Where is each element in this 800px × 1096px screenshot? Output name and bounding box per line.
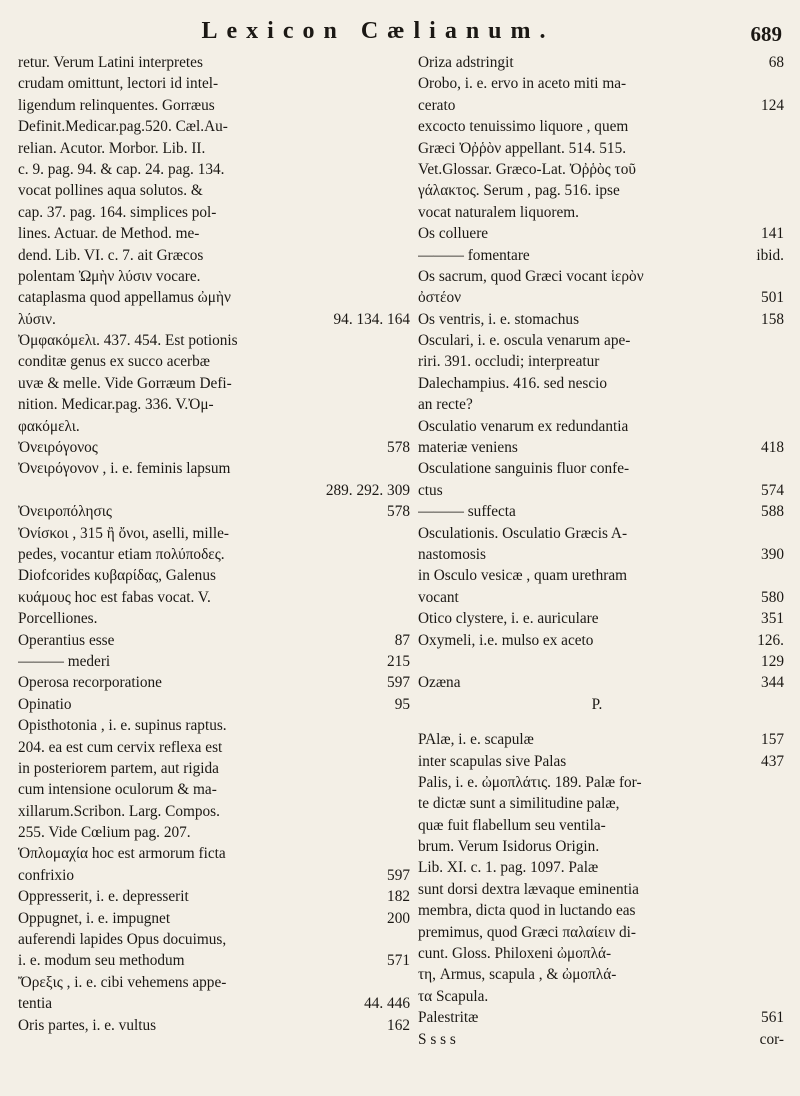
entry-text: τη, Armus, scapula , & ὠμοπλά-: [418, 966, 617, 984]
index-line: [418, 523, 784, 544]
running-title: Lexicon Cælianum.: [201, 18, 555, 44]
entry-text: Osculatio venarum ex redundantia: [418, 417, 629, 435]
entry-text: excocto tenuissimo liquore , quem: [418, 118, 629, 136]
page-reference: [776, 138, 784, 159]
entry-text: te dictæ sunt a similitudine palæ,: [418, 795, 620, 813]
entry-text: Os colluere: [418, 225, 489, 243]
index-line: [418, 95, 784, 116]
page-reference: [402, 52, 410, 73]
page-reference: 94. 134. 164: [333, 310, 410, 328]
index-line: [418, 223, 784, 244]
page-reference: [402, 929, 410, 950]
entry-text: membra, dicta quod in luctando eas: [418, 902, 636, 920]
entry-text: inter scapulas sive Palas: [418, 752, 567, 770]
entry-text: Porcelliones.: [18, 610, 98, 628]
page-reference: [776, 793, 784, 814]
page-reference: [776, 565, 784, 586]
entry-text: an recte?: [418, 396, 473, 414]
index-line: [418, 857, 784, 878]
index-line: [418, 394, 784, 415]
index-line: [18, 523, 410, 544]
entry-text: Osculationis. Osculatio Græcis A-: [418, 524, 628, 542]
index-line: [18, 95, 410, 116]
entry-text: Oriza adstringit: [418, 54, 514, 71]
entry-text: [418, 651, 753, 672]
entry-text: 204. ea est cum cervix reflexa est: [18, 738, 223, 756]
index-line: [418, 565, 784, 586]
index-line: [18, 972, 410, 993]
entry-text: [418, 715, 776, 729]
page-reference: 68: [768, 54, 784, 71]
index-line: [418, 544, 784, 565]
index-line: [18, 480, 410, 501]
page-reference: [402, 587, 410, 608]
page-reference: [402, 737, 410, 758]
page-reference: 158: [761, 310, 784, 328]
page-reference: [402, 523, 410, 544]
entry-text: materiæ veniens: [418, 439, 518, 457]
page-reference: 597: [387, 674, 410, 692]
page-reference: [776, 900, 784, 921]
page-reference: 95: [394, 695, 410, 713]
index-line: [418, 138, 784, 159]
index-line: [18, 630, 410, 651]
page-reference: [402, 544, 410, 565]
page-reference: 561: [761, 1009, 784, 1027]
index-line: [18, 394, 410, 415]
page-reference: 574: [761, 481, 784, 499]
entry-text: Palis, i. e. ὠμοπλάτις. 189. Palæ for-: [418, 773, 642, 791]
index-line: [18, 138, 410, 159]
entry-text: cerato: [418, 96, 456, 114]
entry-text: Oxymeli, i.e. mulso ex aceto: [418, 631, 594, 649]
index-line: [418, 202, 784, 223]
entry-text: cap. 37. pag. 164. simplices pol-: [18, 203, 217, 221]
page-reference: [776, 351, 784, 372]
index-line: [18, 266, 410, 287]
page-reference: [402, 458, 410, 479]
page-reference: [402, 758, 410, 779]
index-line: [418, 651, 784, 672]
entry-text: Ὀνειρόγονον , i. e. feminis lapsum: [18, 460, 231, 478]
index-line: [418, 373, 784, 394]
entry-text: uvæ & melle. Vide Gorræum Defi-: [18, 374, 232, 392]
page-reference: 597: [387, 866, 410, 884]
entry-text: Oris partes, i. e. vultus: [18, 1016, 157, 1034]
entry-text: xillarum.Scribon. Larg. Compos.: [18, 802, 220, 820]
page-reference: 44. 446: [364, 995, 410, 1013]
page-reference: 571: [387, 952, 410, 970]
page-reference: [776, 922, 784, 943]
page-reference: [776, 458, 784, 479]
index-line: [18, 993, 410, 1014]
index-line: [18, 437, 410, 458]
entry-text: lines. Actuar. de Method. me-: [18, 225, 200, 243]
page-reference: [402, 287, 410, 308]
entry-text: κυάμους hoc est fabas vocat. V.: [18, 588, 211, 606]
entry-text: PAlæ, i. e. scapulæ: [418, 731, 534, 749]
index-line: [418, 729, 784, 750]
page-reference: 390: [761, 545, 784, 563]
index-line: [18, 929, 410, 950]
index-line: [18, 886, 410, 907]
entry-text: γάλακτος. Serum , pag. 516. ipse: [418, 182, 620, 200]
page-reference: [776, 879, 784, 900]
entry-text: Ὀνίσκοι , 315 ἢ ὄνοι, aselli, mille-: [18, 524, 230, 542]
page-header: [0, 18, 800, 52]
entry-text: Lib. XI. c. 1. pag. 1097. Palæ: [418, 859, 599, 877]
entry-text: dend. Lib. VI. c. 7. ait Græcos: [18, 246, 204, 264]
index-line: [418, 879, 784, 900]
entry-text: tentia: [18, 995, 52, 1013]
entry-text: in Osculo vesicæ , quam urethram: [418, 567, 628, 585]
entry-text: sunt dorsi dextra lævaque eminentia: [418, 880, 639, 898]
index-line: [18, 908, 410, 929]
index-line: [18, 694, 410, 715]
entry-text: Græci Ὀῤῥὸν appellant. 514. 515.: [418, 139, 627, 157]
index-line: [418, 116, 784, 137]
page-reference: [602, 694, 610, 715]
entry-text: ligendum relinquentes. Gorræus: [18, 96, 215, 114]
entry-text: Ὁπλομαχία hoc est armorum ficta: [18, 845, 226, 863]
page-reference: [776, 964, 784, 985]
index-line: [418, 587, 784, 608]
page-reference: [402, 822, 410, 843]
index-line: [18, 52, 410, 73]
page-reference: [402, 972, 410, 993]
page-reference: [776, 715, 784, 729]
index-line: [18, 73, 410, 94]
page-reference: 580: [761, 588, 784, 606]
index-line: [418, 608, 784, 629]
index-line: [18, 779, 410, 800]
index-line: [18, 843, 410, 864]
page-reference: [776, 266, 784, 287]
entry-text: Ozæna: [418, 674, 461, 692]
index-line: [418, 751, 784, 772]
index-line: [418, 715, 784, 729]
page-reference: [776, 330, 784, 351]
page-reference: [776, 523, 784, 544]
index-line: [418, 480, 784, 501]
entry-text: ctus: [418, 481, 443, 499]
entry-text: Opisthotonia , i. e. supinus raptus.: [18, 717, 227, 735]
right-column: [418, 52, 784, 1050]
page-reference: [776, 815, 784, 836]
index-line: [18, 544, 410, 565]
entry-text: ὀστέον: [418, 289, 462, 307]
entry-text: Os ventris, i. e. stomachus: [418, 310, 580, 328]
entry-text: ——— fomentare: [418, 246, 530, 264]
entry-text: crudam omittunt, lectori id intel-: [18, 75, 219, 93]
entry-text: polentam Ὠμὴν λύσιν vocare.: [18, 267, 201, 285]
page-reference: [402, 73, 410, 94]
index-line: [418, 52, 784, 73]
index-line: [18, 223, 410, 244]
index-line: [18, 116, 410, 137]
index-line: [18, 351, 410, 372]
index-line: [18, 608, 410, 629]
page-reference: [402, 223, 410, 244]
index-line: [418, 922, 784, 943]
page-reference: 289. 292. 309: [325, 481, 410, 499]
page-reference: [776, 180, 784, 201]
entry-text: Oppresserit, i. e. depresserit: [18, 888, 189, 906]
entry-text: Osculari, i. e. oscula venarum ape-: [418, 332, 631, 350]
index-line: [418, 330, 784, 351]
page-reference: [402, 245, 410, 266]
page-reference: [402, 416, 410, 437]
index-line: [418, 986, 784, 1007]
entry-text: vocat pollines aqua solutos. &: [18, 182, 203, 200]
entry-text: nition. Medicar.pag. 336. V.Ὀμ-: [18, 396, 214, 414]
index-line: [418, 159, 784, 180]
entry-text: S s s s: [418, 1030, 456, 1048]
page-reference: 578: [387, 503, 410, 521]
entry-text: ——— mederi: [18, 652, 111, 670]
page-reference: [402, 351, 410, 372]
entry-text: Oppugnet, i. e. impugnet: [18, 909, 171, 927]
entry-text: Ὀνειροπόλησις: [18, 503, 112, 521]
index-line: [18, 587, 410, 608]
page-reference: [776, 943, 784, 964]
index-line: [418, 180, 784, 201]
page-reference: [776, 116, 784, 137]
page-reference: 129: [761, 652, 784, 670]
entry-text: conditæ genus ex succo acerbæ: [18, 353, 211, 371]
page-reference: [402, 565, 410, 586]
entry-text: Operosa recorporatione: [18, 674, 162, 692]
entry-text: P.: [591, 695, 603, 713]
index-line: [18, 373, 410, 394]
page-reference: [776, 202, 784, 223]
index-line: [18, 950, 410, 971]
index-line: [18, 458, 410, 479]
entry-text: Osculatione sanguinis fluor confe-: [418, 460, 630, 478]
index-line: [418, 772, 784, 793]
index-line: [418, 245, 784, 266]
page-reference: 344: [761, 674, 784, 692]
entry-text: λύσιν.: [18, 310, 56, 328]
entry-text: φακόμελι.: [18, 417, 80, 435]
entry-text: Definit.Medicar.pag.520. Cæl.Au-: [18, 118, 228, 136]
entry-text: riri. 391. occludi; interpreatur: [418, 353, 600, 371]
index-line: [18, 651, 410, 672]
index-line: [418, 287, 784, 308]
index-line: [18, 159, 410, 180]
entry-text: confrixio: [18, 866, 75, 884]
page-reference: [402, 715, 410, 736]
index-line: [18, 715, 410, 736]
page-reference: [402, 138, 410, 159]
entry-text: premimus, quod Græci παλαίειν di-: [418, 923, 637, 941]
page-reference: [776, 159, 784, 180]
entry-text: vocant: [418, 588, 459, 606]
index-line: [418, 672, 784, 693]
index-line: [418, 943, 784, 964]
index-line: [418, 73, 784, 94]
entry-text: Opinatio: [18, 695, 72, 713]
index-line: [18, 672, 410, 693]
page-reference: 182: [387, 888, 410, 906]
index-line: [418, 964, 784, 985]
page-reference: [402, 843, 410, 864]
page-reference: 162: [387, 1016, 410, 1034]
entry-text: ——— suffecta: [418, 503, 516, 521]
page-number: 689: [750, 22, 782, 46]
index-line: [18, 180, 410, 201]
page-reference: [402, 266, 410, 287]
index-line: [18, 416, 410, 437]
index-line: [18, 309, 410, 330]
entry-text: in posteriorem partem, aut rigida: [18, 759, 219, 777]
page-reference: 588: [761, 503, 784, 521]
index-line: [18, 202, 410, 223]
index-line: [18, 501, 410, 522]
page-reference: [776, 73, 784, 94]
page-reference: cor-: [759, 1030, 784, 1048]
index-line: [18, 245, 410, 266]
page-reference: [776, 373, 784, 394]
page-reference: 157: [761, 731, 784, 749]
page-reference: 215: [387, 652, 410, 670]
page-reference: [402, 202, 410, 223]
index-line: [18, 287, 410, 308]
entry-text: retur. Verum Latini interpretes: [18, 54, 203, 71]
page-reference: [776, 772, 784, 793]
entry-text: Dalechampius. 416. sed nescio: [418, 374, 608, 392]
entry-text: Diofcorides κυβαρίδας, Galenus: [18, 567, 216, 585]
page-reference: [402, 159, 410, 180]
page-reference: 200: [387, 909, 410, 927]
index-line: [418, 815, 784, 836]
index-line: [418, 416, 784, 437]
page-reference: [402, 180, 410, 201]
page-reference: [402, 116, 410, 137]
index-line: [418, 351, 784, 372]
page-reference: ibid.: [756, 246, 784, 264]
entry-text: cum intensione oculorum & ma-: [18, 781, 217, 799]
page-reference: [402, 330, 410, 351]
page-reference: 124: [761, 96, 784, 114]
entry-text: pedes, vocantur etiam πολύποδες.: [18, 545, 225, 563]
entry-text: vocat naturalem liquorem.: [418, 203, 579, 221]
entry-text: Orobo, i. e. ervo in aceto miti ma-: [418, 75, 627, 93]
page-reference: [776, 836, 784, 857]
page-reference: [776, 857, 784, 878]
page-reference: [776, 416, 784, 437]
index-line: [18, 822, 410, 843]
index-line: [18, 737, 410, 758]
entry-text: τα Scapula.: [418, 987, 489, 1005]
entry-text: nastomosis: [418, 545, 486, 563]
index-line: [18, 865, 410, 886]
entry-text: Vet.Glossar. Græco-Lat. Ὀῤῥὸς τοῦ: [418, 160, 636, 178]
entry-text: i. e. modum seu methodum: [18, 952, 185, 970]
entry-text: Ὄρεξις , i. e. cibi vehemens appe-: [18, 973, 227, 991]
entry-text: cataplasma quod appellamus ὠμὴν: [18, 289, 231, 307]
page-reference: 126.: [757, 631, 784, 649]
index-line: [18, 1015, 410, 1036]
index-line: [418, 266, 784, 287]
index-line: [18, 758, 410, 779]
page-reference: [402, 779, 410, 800]
left-column: [18, 52, 410, 1036]
entry-text: Ὀμφακόμελι. 437. 454. Est potionis: [18, 332, 238, 350]
index-line: [18, 565, 410, 586]
index-line: [418, 458, 784, 479]
page-reference: [402, 608, 410, 629]
page-reference: [776, 986, 784, 1007]
page-reference: [402, 95, 410, 116]
page-reference: [402, 373, 410, 394]
entry-text: brum. Verum Isidorus Origin.: [418, 838, 600, 856]
index-line: [418, 1007, 784, 1028]
page-reference: [402, 801, 410, 822]
page-reference: 437: [761, 752, 784, 770]
entry-text: quæ fuit flabellum seu ventila-: [418, 816, 606, 834]
page-reference: [776, 394, 784, 415]
index-line: [418, 437, 784, 458]
entry-text: 255. Vide Cœlium pag. 207.: [18, 824, 191, 842]
index-line: [418, 694, 784, 715]
entry-text: c. 9. pag. 94. & cap. 24. pag. 134.: [18, 160, 225, 178]
page-reference: 501: [761, 289, 784, 307]
index-line: [418, 836, 784, 857]
page-reference: 141: [761, 225, 784, 243]
entry-text: Operantius esse: [18, 631, 115, 649]
entry-text: Otico clystere, i. e. auriculare: [418, 610, 599, 628]
index-line: [418, 309, 784, 330]
entry-text: Ὀνειρόγονος: [18, 439, 98, 457]
index-line: [18, 330, 410, 351]
entry-text: cunt. Gloss. Philoxeni ὠμοπλά-: [418, 945, 612, 963]
index-line: [418, 1029, 784, 1050]
page-reference: [402, 394, 410, 415]
index-line: [18, 801, 410, 822]
index-line: [418, 793, 784, 814]
index-line: [418, 501, 784, 522]
entry-text: Os sacrum, quod Græci vocant ἱερὸν: [418, 267, 644, 285]
page-reference: 87: [394, 631, 410, 649]
page-reference: 578: [387, 439, 410, 457]
entry-text: [18, 480, 318, 501]
entry-text: relian. Acutor. Morbor. Lib. II.: [18, 139, 206, 157]
index-line: [418, 630, 784, 651]
index-line: [418, 900, 784, 921]
entry-text: Palestritæ: [418, 1009, 479, 1027]
entry-text: auferendi lapides Opus docuimus,: [18, 931, 227, 949]
page-reference: 351: [761, 610, 784, 628]
page-reference: 418: [761, 439, 784, 457]
